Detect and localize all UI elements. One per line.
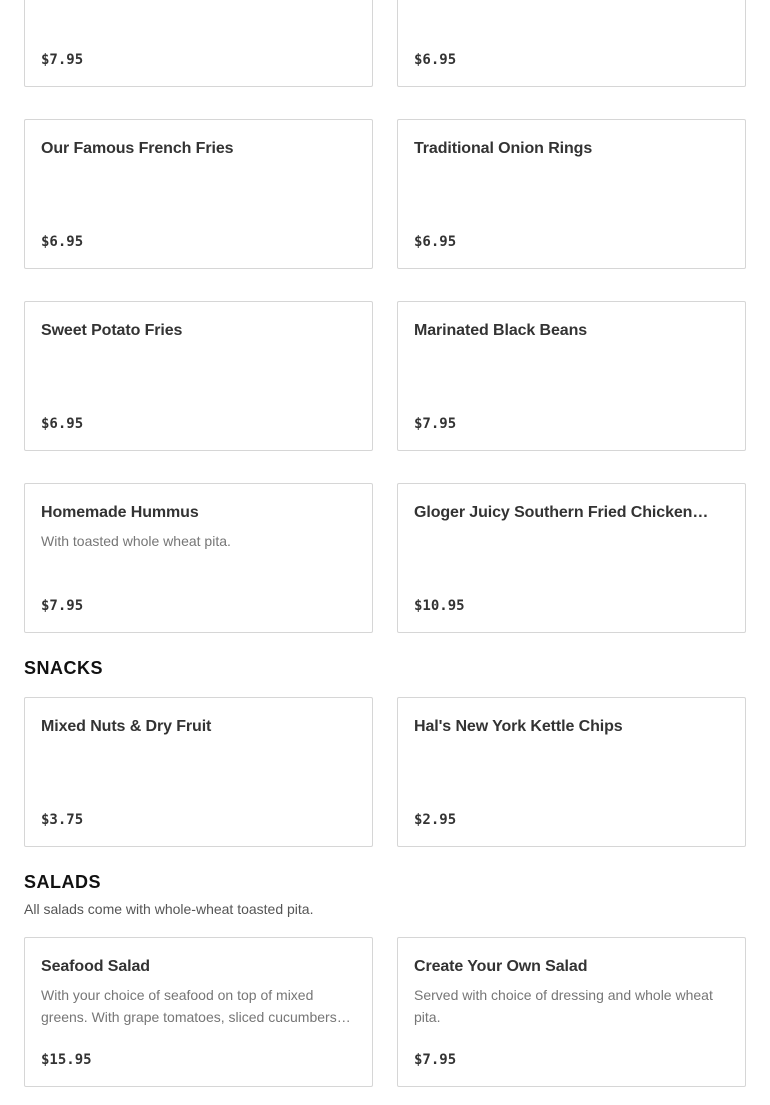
item-name: Homemade Hummus <box>41 504 199 521</box>
menu-item-card[interactable] <box>24 483 373 633</box>
section-title-snacks: SNACKS <box>24 658 104 678</box>
menu-item-card[interactable] <box>24 0 373 87</box>
item-price: $3.75 <box>41 812 84 828</box>
menu-item-card[interactable] <box>397 0 746 87</box>
item-name: Traditional Onion Rings <box>414 140 593 157</box>
item-price: $6.95 <box>41 234 84 250</box>
item-price: $7.95 <box>41 52 84 68</box>
section-description: All salads come with whole-wheat toasted pita. <box>24 901 314 917</box>
item-price: $6.95 <box>414 52 457 68</box>
item-price: $10.95 <box>414 598 465 614</box>
menu-item-card[interactable] <box>24 697 373 847</box>
menu-item-card[interactable] <box>397 119 746 269</box>
item-price: $7.95 <box>41 598 84 614</box>
item-price: $7.95 <box>414 416 457 432</box>
menu-item-card[interactable] <box>397 937 746 1087</box>
menu-item-card[interactable] <box>24 119 373 269</box>
item-name: Seafood Salad <box>41 958 150 975</box>
item-name: Mixed Nuts & Dry Fruit <box>41 718 212 735</box>
item-description: Served with choice of dressing and whole wheat pita. <box>414 987 713 1025</box>
item-price: $6.95 <box>41 416 84 432</box>
item-description: With your choice of seafood on top of mixed greens. With grape tomatoes, sliced cucumbers… <box>41 987 351 1025</box>
menu-item-card[interactable] <box>397 483 746 633</box>
item-name: Hal's New York Kettle Chips <box>414 718 623 735</box>
item-name: Sweet Potato Fries <box>41 322 183 339</box>
item-name: Marinated Black Beans <box>414 322 588 339</box>
menu-item-card[interactable] <box>24 301 373 451</box>
item-price: $2.95 <box>414 812 457 828</box>
menu-item-card[interactable] <box>24 937 373 1087</box>
item-name: Our Famous French Fries <box>41 140 234 157</box>
item-description: With toasted whole wheat pita. <box>41 533 231 549</box>
item-price: $7.95 <box>414 1052 457 1068</box>
item-price: $6.95 <box>414 234 457 250</box>
item-price: $15.95 <box>41 1052 92 1068</box>
menu-item-card[interactable] <box>397 697 746 847</box>
menu-item-card[interactable] <box>397 301 746 451</box>
section-title-salads: SALADS <box>24 872 102 892</box>
item-name: Gloger Juicy Southern Fried Chicken… <box>414 504 709 521</box>
item-name: Create Your Own Salad <box>414 958 588 975</box>
